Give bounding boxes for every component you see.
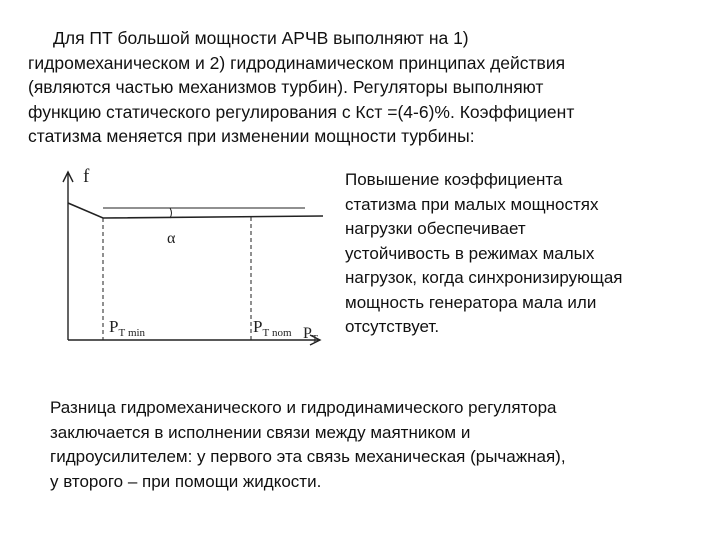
characteristic-line bbox=[68, 203, 323, 218]
side-note-line: мощность генератора мала или bbox=[345, 292, 597, 312]
intro-line: Для ПТ большой мощности АРЧВ выполняют на 1) bbox=[53, 28, 469, 48]
side-note-line: Повышение коэффициента bbox=[345, 170, 563, 189]
y-axis-label: f bbox=[83, 166, 90, 187]
intro-line: гидромеханическом и 2) гидродинамическом принципах действия bbox=[28, 52, 566, 73]
angle-label: α bbox=[167, 230, 176, 247]
conclusion-line: Разница гидромеханического и гидродинамического регулятора bbox=[50, 398, 557, 417]
conclusion-line: заключается в исполнении связи между маятником и bbox=[50, 422, 471, 442]
side-note-line: статизма при малых мощностях bbox=[345, 194, 599, 214]
conclusion-line: гидроусилителем: у первого эта связь механическая (рычажная), bbox=[50, 447, 566, 466]
intro-line: (являются частью механизмов турбин). Регуляторы выполняют bbox=[28, 77, 544, 97]
side-note-line: устойчивость в режимах малых bbox=[345, 243, 595, 263]
conclusion-line: у второго – при помощи жидкости. bbox=[50, 471, 322, 491]
side-note-line: нагрузки обеспечивает bbox=[345, 219, 526, 238]
p-nom-label: $P_{Т nom}$ bbox=[253, 317, 292, 339]
intro-line: функцию статического регулирования с Кст =(4-6)%. Коэффициент bbox=[28, 101, 575, 122]
intro-line: статизма меняется при изменении мощности турбины: bbox=[28, 126, 475, 146]
x-axis-label: $P_Т$ bbox=[303, 325, 319, 345]
intro-paragraph bbox=[28, 26, 708, 149]
angle-arc bbox=[170, 208, 172, 218]
p-min-label: $P_{Т min}$ bbox=[109, 317, 146, 339]
side-note-line: отсутствует. bbox=[345, 317, 440, 336]
side-note-paragraph bbox=[345, 168, 705, 340]
conclusion-paragraph bbox=[50, 396, 710, 494]
statism-diagram bbox=[55, 160, 335, 350]
statism-diagram-svg bbox=[55, 160, 335, 350]
side-note-line: нагрузок, когда синхронизирующая bbox=[345, 268, 623, 287]
